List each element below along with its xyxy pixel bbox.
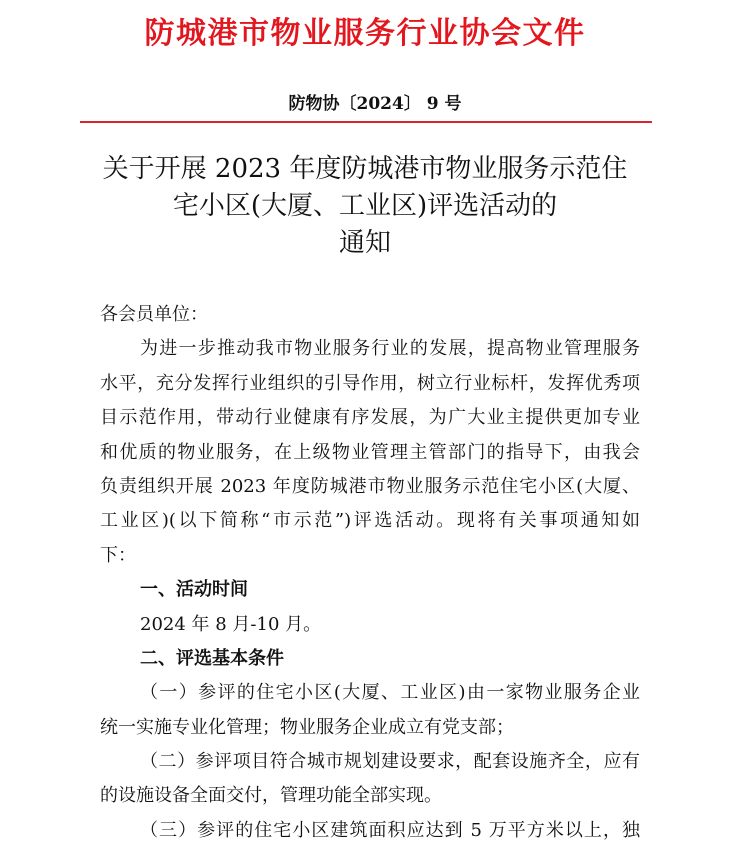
intro-line: 工业区)(以下简称“市示范”)评选活动。现将有关事项通知如 (100, 510, 640, 532)
notice-title (0, 151, 730, 262)
document-body (100, 298, 640, 848)
header-red-rule (80, 121, 652, 123)
intro-line: 负责组织开展 2023 年度防城港市物业服务示范住宅小区(大厦、 (100, 475, 640, 497)
intro-line: 水平，充分发挥行业组织的引导作用，树立行业标杆，发挥优秀项 (100, 372, 640, 394)
intro-line: 和优质的物业服务，在上级物业管理主管部门的指导下，由我会 (100, 441, 640, 463)
section-line: （三）参评的住宅小区建筑面积应达到 5 万平方米以上，独 (140, 819, 640, 841)
section-line: （二）参评项目符合城市规划建设要求，配套设施齐全，应有 (140, 751, 640, 773)
intro-line: 下： (100, 544, 136, 566)
notice-title-line: 通知 (338, 228, 391, 258)
section-line: 的设施设备全面交付，管理功能全部实现。 (100, 785, 442, 807)
section-line: （一）参评的住宅小区(大厦、工业区)由一家物业服务企业 (140, 682, 640, 704)
section-line: 2024 年 8 月-10 月。 (140, 613, 322, 635)
section-line: 统一实施专业化管理；物业服务企业成立有党支部； (100, 716, 514, 738)
section-heading-activity-time: 一、活动时间 (140, 579, 248, 601)
salutation: 各会员单位： (100, 304, 208, 325)
intro-line: 目示范作用，带动行业健康有序发展，为广大业主提供更加专业 (100, 407, 640, 429)
intro-line: 为进一步推动我市物业服务行业的发展，提高物业管理服务 (140, 338, 640, 360)
document-header-title: 防城港市物业服务行业协会文件 (144, 16, 586, 51)
notice-title-line: 宅小区(大厦、工业区)评选活动的 (172, 191, 558, 221)
notice-title-line: 关于开展 2023 年度防城港市物业服务示范住 (102, 154, 628, 184)
section-heading-basic-conditions: 二、评选基本条件 (140, 647, 284, 669)
document-number: 防物协〔2024〕 9 号 (288, 94, 462, 114)
